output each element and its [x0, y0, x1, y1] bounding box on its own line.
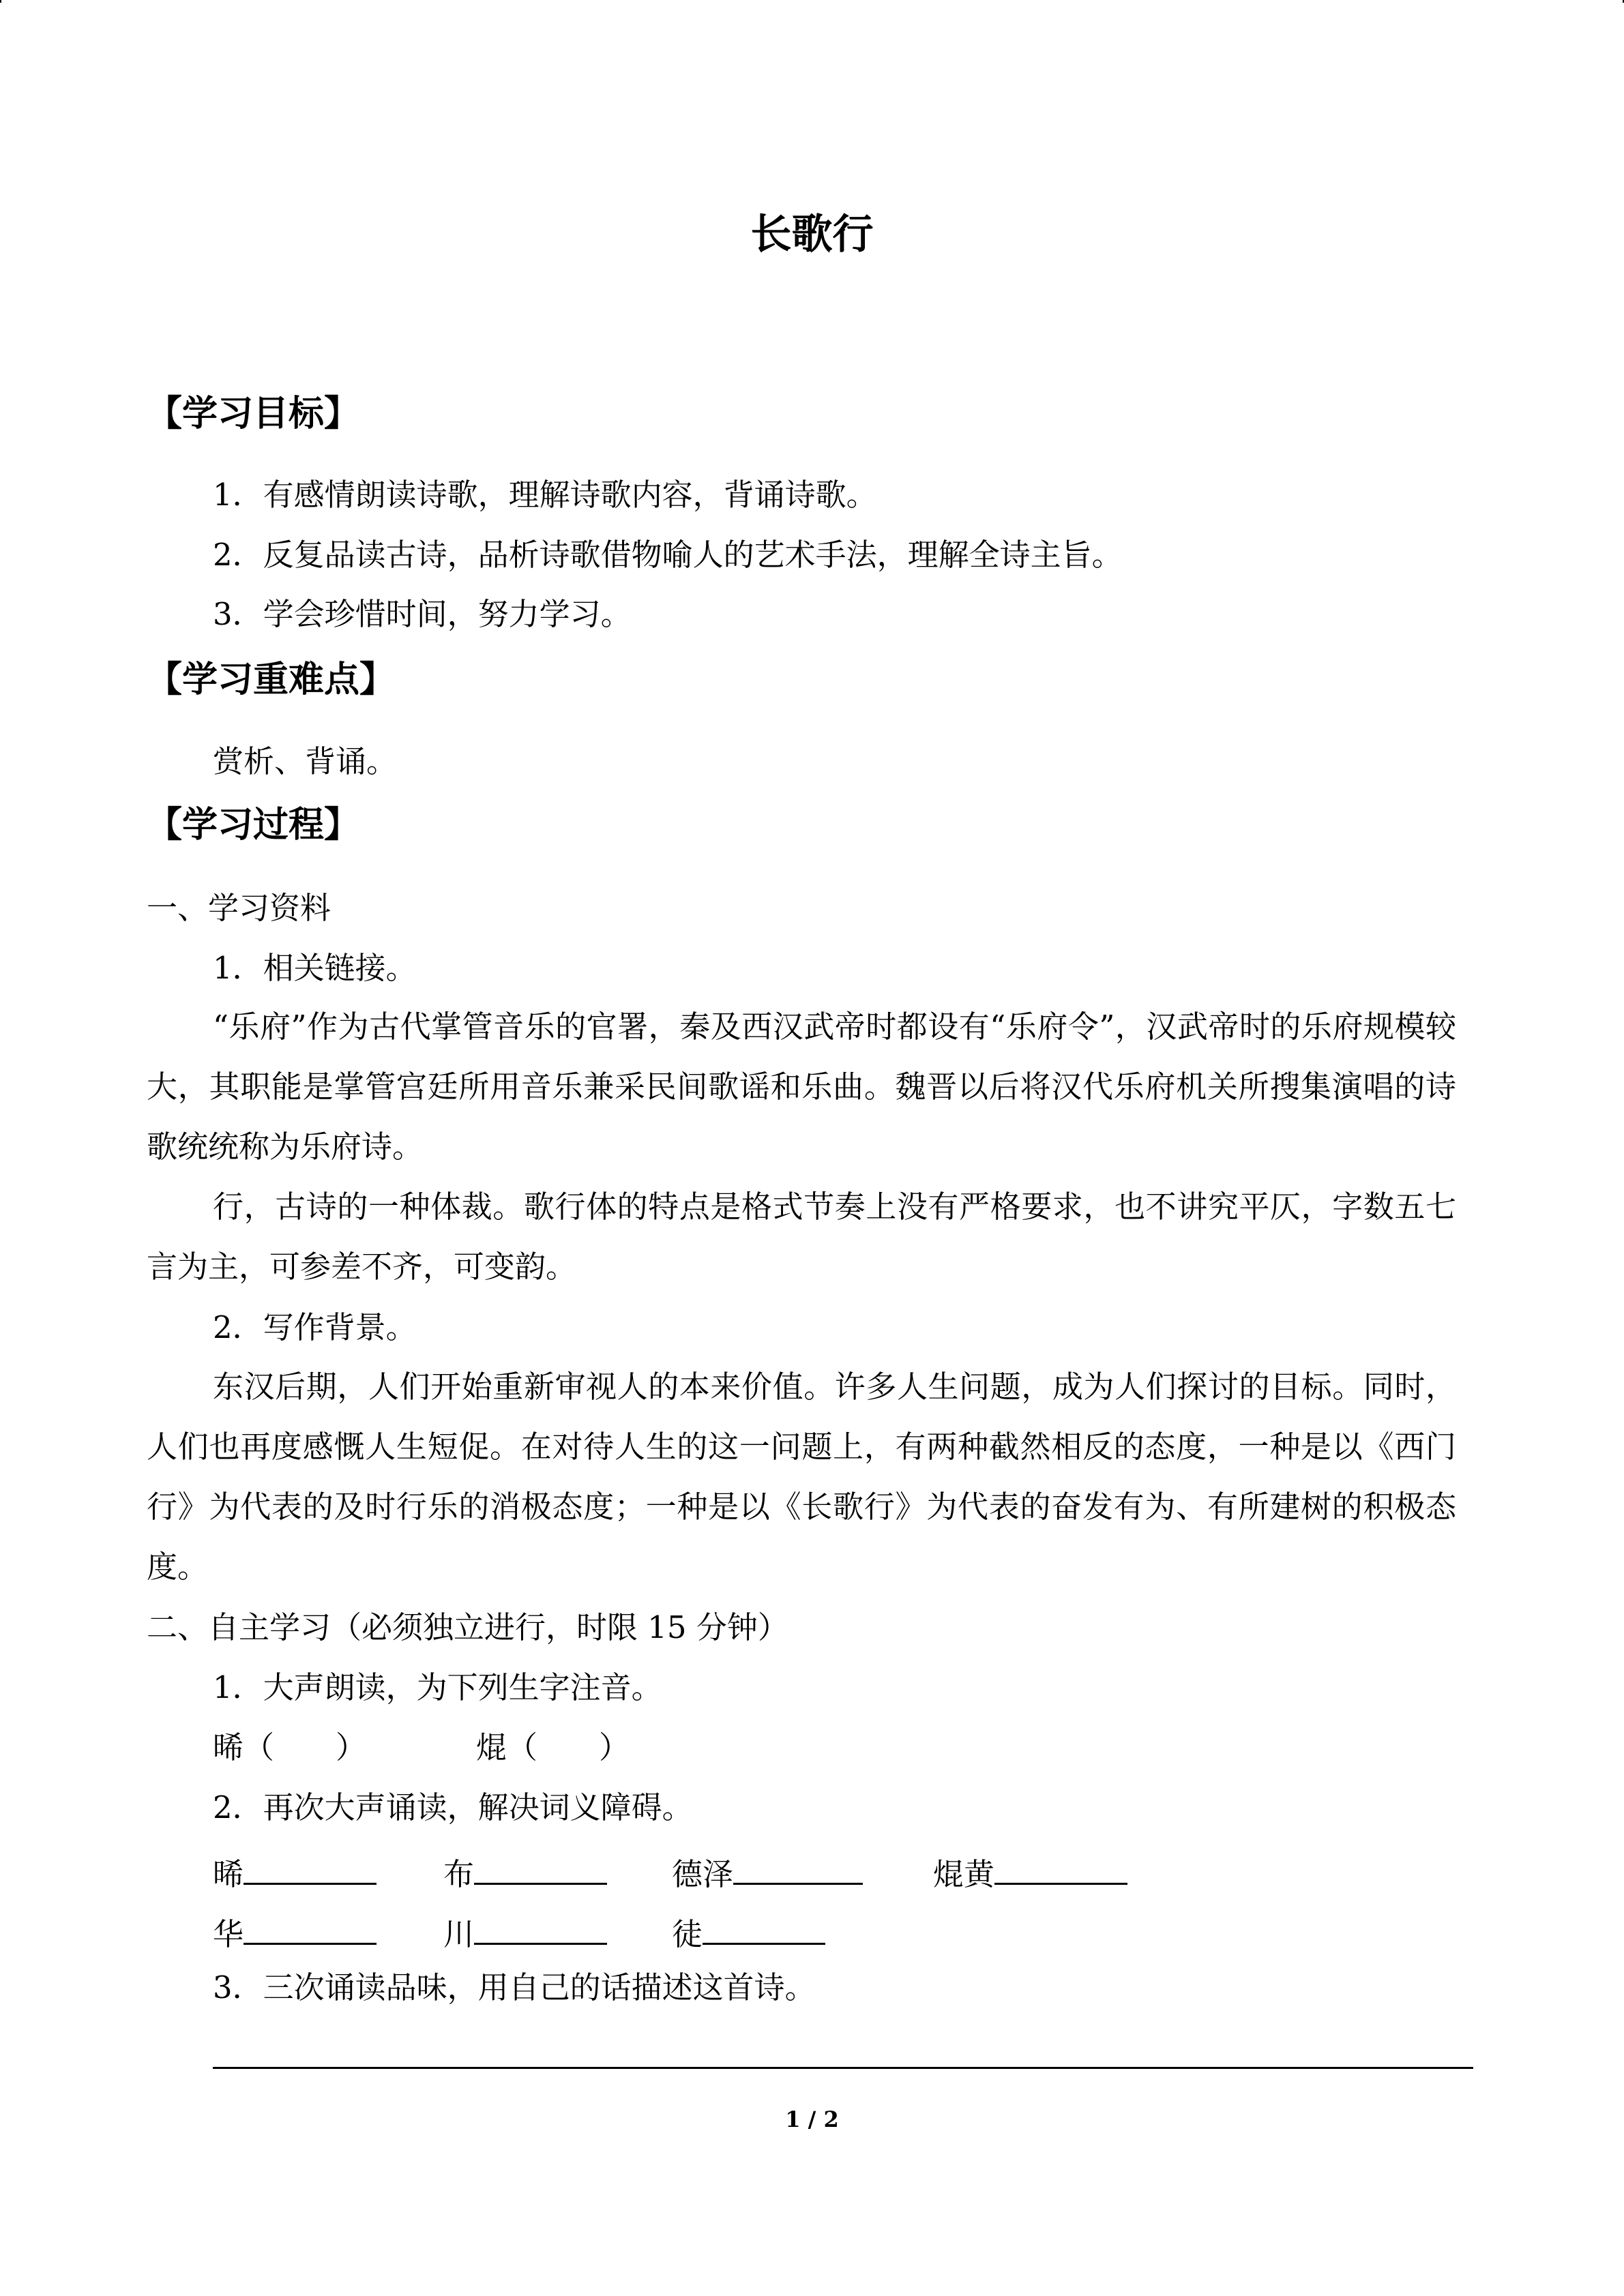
answer-blank[interactable]: [703, 1907, 825, 1945]
paragraph-xing: 行，古诗的一种体裁。歌行体的特点是格式节奏上没有严格要求，也不讲究平仄，字数五七言为主，可参差不齐，可变韵。: [147, 1189, 1456, 1285]
document-title: 长歌行: [750, 211, 874, 258]
vocab-item: [443, 1907, 607, 1955]
answer-blank[interactable]: [994, 1847, 1127, 1885]
vocab-word: 德泽: [672, 1856, 734, 1892]
vocab-word: 布: [443, 1856, 475, 1892]
objective-item-3: 3．学会珍惜时间，努力学习。: [213, 596, 632, 632]
paragraph-background: 东汉后期，人们开始重新审视人的本来价值。许多人生问题，成为人们探讨的目标。同时，人们也再度感慨人生短促。在对待人生的这一问题上，有两种截然相反的态度，一种是以《西门行》为代表的及时行乐的消极态度；一种是以《长歌行》为代表的奋发有为、有所建树的积极态度。: [147, 1369, 1456, 1585]
vocab-item: [933, 1847, 1127, 1895]
vocab-item: [672, 1907, 825, 1955]
paragraph-yuefu: “乐府”作为古代掌管音乐的官署，秦及西汉武帝时都设有“乐府令”，汉武帝时的乐府规模较大，其职能是掌管宫廷所用音乐兼采民间歌谣和乐曲。魏晋以后将汉代乐府机关所搜集演唱的诗歌统统称为乐府诗。: [147, 1009, 1456, 1165]
objectives-heading: 【学习目标】: [147, 393, 360, 434]
page-number: 1 / 2: [785, 2106, 839, 2132]
pinyin-item-1: 晞（ ）: [213, 1729, 367, 1765]
objective-item-2: 2．反复品读古诗，品析诗歌借物喻人的艺术手法，理解全诗主旨。: [213, 537, 1123, 573]
item2-title: 2．写作背景。: [213, 1309, 417, 1345]
answer-blank[interactable]: [733, 1847, 863, 1885]
answer-blank[interactable]: [474, 1907, 607, 1945]
vocab-item: [443, 1847, 607, 1895]
answer-blank[interactable]: [243, 1847, 377, 1885]
vocab-word: 川: [443, 1916, 475, 1952]
task2: 2．再次大声诵读，解决词义障碍。: [213, 1789, 693, 1825]
answer-blank[interactable]: [243, 1907, 377, 1945]
task1: 1．大声朗读，为下列生字注音。: [213, 1669, 662, 1705]
section1-title: 一、学习资料: [147, 890, 331, 926]
vocab-item: [213, 1907, 377, 1955]
answer-blank[interactable]: [474, 1847, 607, 1885]
item1-title: 1．相关链接。: [213, 950, 417, 986]
vocab-item: [672, 1847, 863, 1895]
process-heading: 【学习过程】: [147, 804, 360, 846]
section2-title: 二、自主学习（必须独立进行，时限 15 分钟）: [147, 1609, 788, 1645]
pinyin-item-2: 焜（ ）: [476, 1729, 630, 1765]
vocab-word: 晞: [213, 1856, 244, 1892]
objective-item-1: 1．有感情朗读诗歌，理解诗歌内容，背诵诗歌。: [213, 477, 877, 513]
task3: 3．三次诵读品味，用自己的话描述这首诗。: [213, 1969, 816, 2006]
corner-mark-left: [0, 0, 1, 3]
key-points-heading: 【学习重难点】: [147, 659, 396, 700]
footer-divider: [213, 2067, 1473, 2069]
vocab-word: 华: [213, 1916, 244, 1952]
key-points-text: 赏析、背诵。: [213, 743, 398, 779]
vocab-word: 焜黄: [933, 1856, 995, 1892]
vocab-item: [213, 1847, 377, 1895]
vocab-word: 徒: [672, 1916, 703, 1952]
